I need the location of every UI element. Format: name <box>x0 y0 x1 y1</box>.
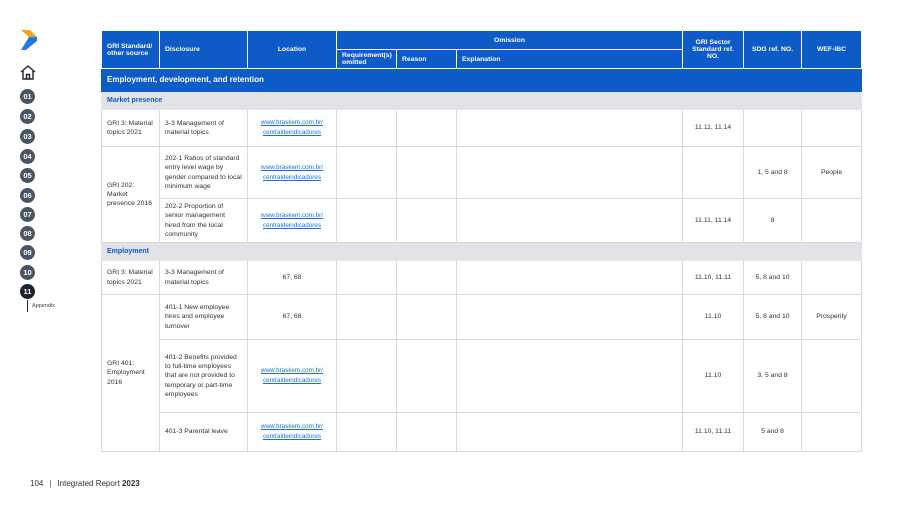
header-reason: Reason <box>397 50 457 69</box>
nav-section-02[interactable]: 02 <box>20 109 35 124</box>
cell-standard: GRI 202: Market presence 2016 <box>102 147 160 243</box>
location-link[interactable]: www.braskem.com.br/ centraldeindicadores <box>261 163 323 181</box>
cell-location <box>248 413 337 452</box>
cell-sdg: 1, 5 and 8 <box>744 147 802 199</box>
cell-location <box>248 199 337 243</box>
cell-wef <box>802 340 862 413</box>
table-row <box>102 340 862 413</box>
header-wef: WEF-IBC <box>802 31 862 69</box>
cell-sdg <box>744 110 802 147</box>
cell-location <box>248 147 337 199</box>
group-title-employment: Employment <box>102 243 862 261</box>
location-link[interactable]: www.braskem.com.br/ centraldeindicadores <box>261 423 323 440</box>
nav-section-07[interactable]: 07 <box>20 207 35 222</box>
cell-sdg: 5, 8 and 10 <box>744 261 802 295</box>
cell-disclosure: 401-3 Parental leave <box>160 413 248 452</box>
nav-active-label[interactable]: Appendix <box>27 300 55 312</box>
gri-index-table <box>101 30 862 452</box>
cell-sdg: 5, 8 and 10 <box>744 295 802 340</box>
cell-wef <box>802 261 862 295</box>
sidebar <box>0 0 90 507</box>
table-row <box>102 295 862 340</box>
header-sector: GRI Sector Standard ref. NO. <box>683 31 744 69</box>
cell-location: 67, 68 <box>248 295 337 340</box>
cell-location <box>248 110 337 147</box>
header-location: Location <box>248 31 337 69</box>
cell-sdg: 8 <box>744 199 802 243</box>
header-explanation: Explanation <box>457 50 683 69</box>
cell-disclosure: 202-1 Ratios of standard entry level wage by gender compared to local minimum wage <box>160 147 248 199</box>
nav-section-10[interactable]: 10 <box>20 265 35 280</box>
cell-sdg: 5 and 8 <box>744 413 802 452</box>
cell-location <box>248 340 337 413</box>
nav-section-05[interactable]: 05 <box>20 168 35 183</box>
cell-standard: GRI 3: Material topics 2021 <box>102 261 160 295</box>
cell-sdg: 3, 5 and 8 <box>744 340 802 413</box>
group-title-market-presence: Market presence <box>102 92 862 110</box>
cell-disclosure: 401-1 New employee hires and employee turnover <box>160 295 248 340</box>
cell-disclosure: 3-3 Management of material topics <box>160 110 248 147</box>
cell-disclosure: 202-2 Proportion of senior management hired from the local community <box>160 199 248 243</box>
cell-wef: People <box>802 147 862 199</box>
cell-sector: 11.10, 11.11 <box>683 261 744 295</box>
cell-sector: 11.10 <box>683 295 744 340</box>
table-row <box>102 110 862 147</box>
nav-section-01[interactable]: 01 <box>20 89 35 104</box>
location-link[interactable]: www.braskem.com.br/ centraldeindicadores <box>261 211 323 229</box>
page-number: 104 <box>30 479 44 488</box>
cell-location: 67, 68 <box>248 261 337 295</box>
location-link[interactable]: www.braskem.com.br/ centraldeindicadores <box>261 119 323 136</box>
footer-divider: | <box>49 479 52 488</box>
table-row <box>102 261 862 295</box>
cell-sector: 11.11, 11.14 <box>683 110 744 147</box>
home-icon[interactable] <box>19 64 37 81</box>
cell-wef <box>802 199 862 243</box>
cell-wef: Prosperity <box>802 295 862 340</box>
table-row <box>102 413 862 452</box>
cell-sector: 11.10, 11.11 <box>683 413 744 452</box>
cell-wef <box>802 413 862 452</box>
cell-standard: GRI 3: Material topics 2021 <box>102 110 160 147</box>
braskem-logo-icon[interactable] <box>20 29 38 51</box>
header-sdg: SDG ref. NO. <box>744 31 802 69</box>
header-omission: Omission <box>337 31 683 50</box>
nav-section-04[interactable]: 04 <box>20 149 35 164</box>
nav-section-03[interactable]: 03 <box>20 129 35 144</box>
cell-disclosure: 3-3 Management of material topics <box>160 261 248 295</box>
nav-section-11[interactable]: 11 <box>20 284 35 299</box>
location-link[interactable]: www.braskem.com.br/ centraldeindicadores <box>261 367 323 384</box>
nav-section-08[interactable]: 08 <box>20 226 35 241</box>
report-title: Integrated Report 2023 <box>57 479 140 488</box>
cell-standard: GRI 401: Employment 2016 <box>102 295 160 452</box>
cell-wef <box>802 110 862 147</box>
nav-section-09[interactable]: 09 <box>20 245 35 260</box>
header-requirements: Requirement(s) omitted <box>337 50 397 69</box>
header-disclosure: Disclosure <box>160 31 248 69</box>
header-standard: GRI Standard/ other source <box>102 31 160 69</box>
table-row <box>102 147 862 199</box>
table-row <box>102 199 862 243</box>
cell-sector <box>683 147 744 199</box>
page-footer <box>30 479 140 488</box>
cell-sector: 11.10 <box>683 340 744 413</box>
section-title: Employment, development, and retention <box>102 69 862 92</box>
cell-disclosure: 401-2 Benefits provided to full-time employees that are not provided to temporary or part-time employees <box>160 340 248 413</box>
nav-section-06[interactable]: 06 <box>20 188 35 203</box>
cell-sector: 11.11, 11.14 <box>683 199 744 243</box>
